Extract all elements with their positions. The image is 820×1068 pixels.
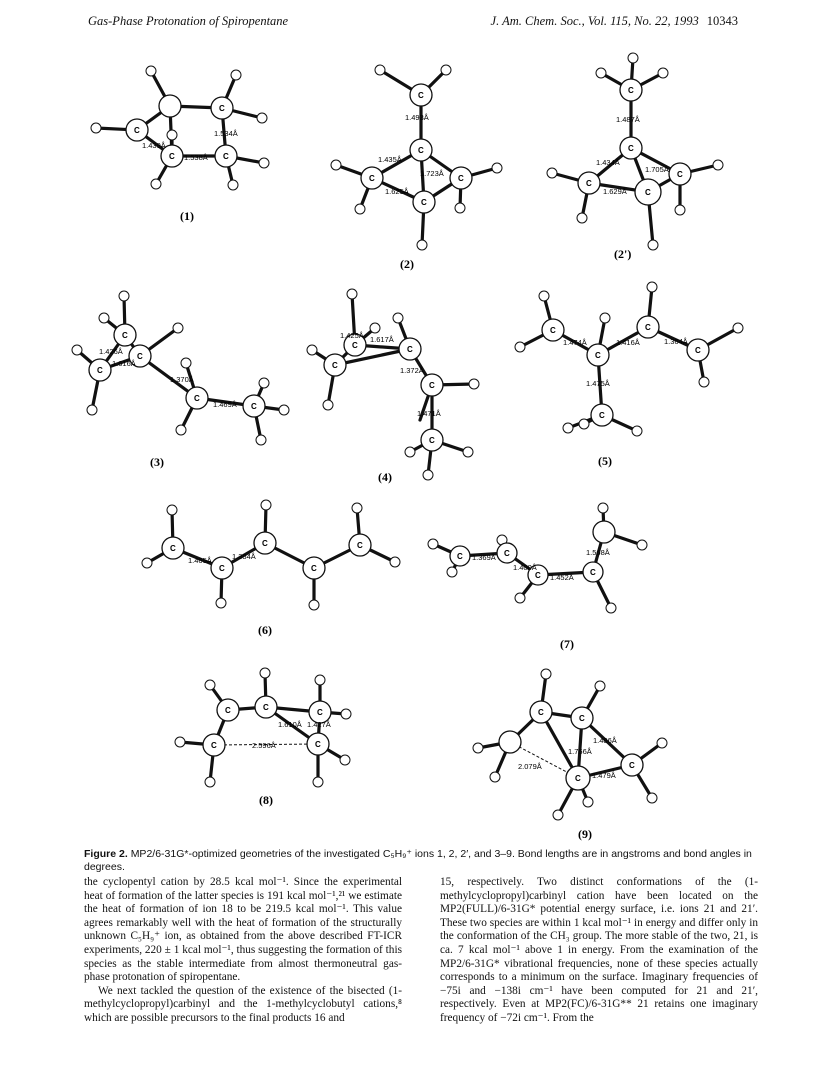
molecule-4 (307, 289, 479, 484)
molecule-label: (2) (400, 257, 414, 271)
molecule-1 (91, 66, 269, 223)
svg-text:C: C (695, 346, 701, 355)
running-title: Gas-Phase Protonation of Spiropentane (88, 14, 289, 28)
molecule-label: (8) (259, 793, 273, 807)
molecule-label: (7) (560, 637, 574, 651)
svg-text:C: C (225, 706, 231, 715)
body-column-left (84, 876, 402, 1026)
svg-text:C: C (504, 549, 510, 558)
svg-text:C: C (219, 104, 225, 113)
paragraph: 15, respectively. Two distinct conformations of the (1-methylcyclopropyl)carbinyl cation have been located on the MP2(FULL)/6-31G* potential energy surface, i.e. ions 21 and 21′. These two species are within 1 kcal mol⁻¹ in energy and differ only in the conformation of the CH₃ group. The more stable of the two, 21, is ca. 7 kcal mol⁻¹ above 1 in energy. From the examination of the MP2/6-31G* vibrational frequencies, none of these species actually corresponds to a minimum on the surface. Imaginary frequencies of −75i and −138i cm⁻¹ have been computed for 21 and 21′, respectively. Even at MP2(FC)/6-31G** 21 retains one imaginary frequency of −72i cm⁻¹. From the (440, 876, 758, 1024)
paragraph: We next tackled the question of the existence of the bisected (1-methylcyclopropyl)carbinyl and the 1-methylcyclobutyl cations,⁸ which are possible precursors to the final products 16 and (84, 984, 402, 1024)
svg-text:C: C (645, 188, 651, 197)
bond-length: 1.426Å (99, 347, 123, 356)
svg-text:C: C (418, 91, 424, 100)
bond-length: 1.474Å (563, 338, 587, 347)
molecule-label: (3) (150, 455, 164, 469)
svg-text:C: C (223, 152, 229, 161)
bond-length: 1.370Å (170, 375, 194, 384)
molecule-8 (175, 668, 351, 807)
caption-label: Figure 2. (84, 848, 128, 860)
svg-text:C: C (418, 146, 424, 155)
bond-length: 1.625Å (385, 187, 409, 196)
bond-length: 2.079Å (518, 762, 542, 771)
svg-text:C: C (251, 402, 257, 411)
bond-length: 1.469Å (213, 400, 237, 409)
bond-length: 1.471Å (417, 409, 441, 418)
svg-text:C: C (407, 345, 413, 354)
bond-length: 1.487Å (616, 115, 640, 124)
bond-length: 1.384Å (232, 552, 256, 561)
molecule-label: (1) (180, 209, 194, 223)
svg-text:C: C (550, 326, 556, 335)
bond-length: 1.766Å (568, 747, 592, 756)
bond-length: 1.538Å (184, 153, 208, 162)
svg-text:C: C (194, 394, 200, 403)
svg-text:C: C (170, 544, 176, 553)
svg-text:C: C (263, 703, 269, 712)
svg-text:C: C (369, 174, 375, 183)
bond-length: 1.425Å (340, 331, 364, 340)
svg-text:C: C (575, 774, 581, 783)
bond-length: 1.493Å (405, 113, 429, 122)
bond-length: 1.427Å (307, 720, 331, 729)
svg-text:C: C (262, 539, 268, 548)
bond-length: 1.568Å (586, 548, 610, 557)
svg-text:C: C (645, 323, 651, 332)
bond-length: 1.486Å (593, 736, 617, 745)
molecule-label: (4) (378, 470, 392, 484)
svg-text:C: C (677, 170, 683, 179)
svg-text:C: C (352, 341, 358, 350)
svg-text:C: C (421, 198, 427, 207)
bond-length: 1.705Å (645, 165, 669, 174)
bond-length: 2.596Å (252, 741, 276, 750)
molecule-6 (142, 500, 400, 637)
svg-text:C: C (134, 126, 140, 135)
bond-length: 1.479Å (592, 771, 616, 780)
svg-text:C: C (122, 331, 128, 340)
bond-length: 1.452Å (550, 573, 574, 582)
bond-length: 1.610Å (278, 720, 302, 729)
molecule-label: (5) (598, 454, 612, 468)
svg-text:C: C (629, 761, 635, 770)
bond-length: 1.416Å (616, 338, 640, 347)
bond-length: 1.629Å (603, 187, 627, 196)
bond-length: 1.475Å (586, 379, 610, 388)
svg-text:C: C (169, 152, 175, 161)
bond-length: 1.439Å (142, 141, 166, 150)
bond-length: 1.723Å (420, 169, 444, 178)
figure-caption (84, 848, 764, 874)
bond-length: 1.434Å (596, 158, 620, 167)
journal-citation: J. Am. Chem. Soc., Vol. 115, No. 22, 1993 (490, 14, 699, 28)
svg-text:C: C (628, 86, 634, 95)
svg-text:C: C (586, 179, 592, 188)
svg-text:C: C (317, 708, 323, 717)
bond-length: 1.534Å (214, 129, 238, 138)
molecule-label: (9) (578, 827, 592, 841)
bond-length: 1.369Å (472, 553, 496, 562)
svg-text:C: C (535, 571, 541, 580)
page-number: 10343 (706, 14, 738, 28)
svg-text:C: C (315, 740, 321, 749)
molecule-9 (473, 669, 667, 841)
molecule-3 (72, 291, 289, 469)
caption-text: MP2/6-31G*-optimized geometries of the investigated C₅H₉⁺ ions 1, 2, 2′, and 3–9. Bond lengths are in angstroms and bond angles in degrees. (84, 848, 752, 873)
svg-text:C: C (538, 708, 544, 717)
bond-length: 1.364Å (664, 337, 688, 346)
molecule-2 (331, 65, 502, 271)
bond-length: 1.435Å (378, 155, 402, 164)
molecule-2-prime (547, 53, 723, 261)
svg-text:C: C (97, 366, 103, 375)
body-column-right (440, 876, 758, 1026)
bond-length: 1.465Å (188, 556, 212, 565)
svg-text:C: C (311, 564, 317, 573)
molecule-7 (428, 503, 647, 651)
bond-length: 1.616Å (112, 359, 136, 368)
svg-text:C: C (357, 541, 363, 550)
svg-text:C: C (219, 564, 225, 573)
bond-length: 1.400Å (513, 563, 537, 572)
svg-text:C: C (429, 436, 435, 445)
bond-length: 1.372Å (400, 366, 424, 375)
svg-text:C: C (332, 361, 338, 370)
svg-text:C: C (458, 174, 464, 183)
molecule-label: (2') (614, 247, 632, 261)
molecule-5 (515, 282, 743, 468)
bond-length: 1.617Å (370, 335, 394, 344)
svg-text:C: C (590, 568, 596, 577)
svg-text:C: C (599, 411, 605, 420)
svg-text:C: C (628, 144, 634, 153)
svg-text:C: C (211, 741, 217, 750)
svg-text:C: C (137, 352, 143, 361)
svg-text:C: C (579, 714, 585, 723)
paragraph: the cyclopentyl cation by 28.5 kcal mol⁻¹. Since the experimental heat of formation of the latter species is 191 kcal mol⁻¹,²¹ we estimate the heat of formation of ion 18 to be 219.5 kcal mol⁻¹. This value agrees remarkably well with the heat of formation of the structurally unknown C₅H₉⁺ ion, as obtained from the above described FT-ICR experiments, 220 ± 1 kcal mol⁻¹, thus suggesting the formation of this species as the stable intermediate from almost thermoneutral gas-phase protonation of spiropentane. (84, 876, 402, 984)
svg-text:C: C (429, 381, 435, 390)
svg-text:C: C (457, 552, 463, 561)
molecule-label: (6) (258, 623, 272, 637)
svg-text:C: C (595, 351, 601, 360)
